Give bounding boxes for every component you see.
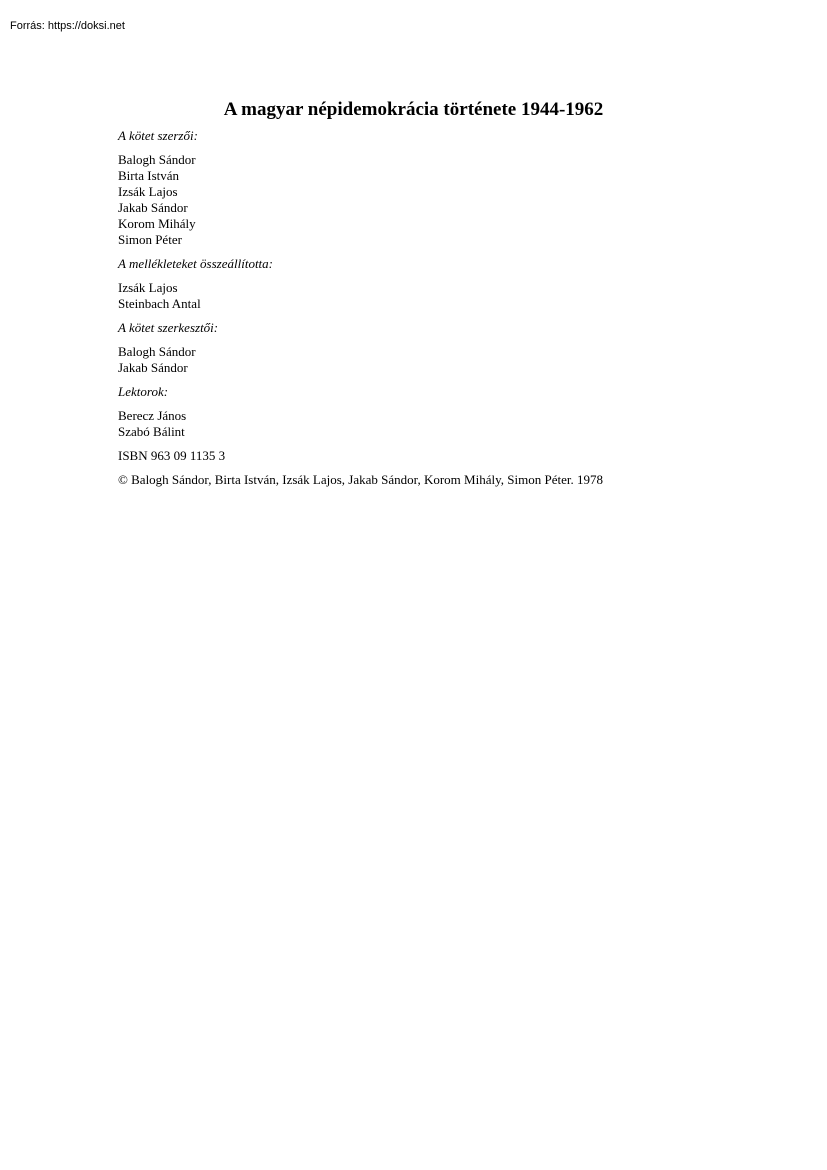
reviewers-section — [118, 384, 798, 440]
name-item: Steinbach Antal — [118, 296, 201, 311]
name-list — [118, 280, 798, 312]
source-label: Forrás: https://doksi.net — [10, 20, 125, 32]
section-heading: A kötet szerkesztői: — [118, 320, 219, 335]
name-item: Berecz János — [118, 408, 187, 423]
copyright-line: © Balogh Sándor, Birta István, Izsák Lajos, Jakab Sándor, Korom Mihály, Simon Péter. 1978 — [118, 472, 603, 487]
section-heading: Lektorok: — [118, 384, 169, 399]
name-list — [118, 408, 798, 440]
appendix-section — [118, 256, 798, 312]
name-list — [118, 152, 798, 248]
authors-section — [118, 128, 798, 248]
credits-block — [118, 128, 798, 496]
name-item: Jakab Sándor — [118, 360, 188, 375]
name-list — [118, 344, 798, 376]
section-heading: A mellékleteket összeállította: — [118, 256, 273, 271]
editors-section — [118, 320, 798, 376]
name-item: Birta István — [118, 168, 180, 183]
name-item: Simon Péter — [118, 232, 182, 247]
name-item: Izsák Lajos — [118, 280, 178, 295]
name-item: Szabó Bálint — [118, 424, 185, 439]
page-title: A magyar népidemokrácia története 1944-1962 — [223, 99, 604, 120]
name-item: Jakab Sándor — [118, 200, 188, 215]
isbn-line: ISBN 963 09 1135 3 — [118, 448, 226, 463]
name-item: Izsák Lajos — [118, 184, 178, 199]
section-heading: A kötet szerzői: — [118, 128, 198, 143]
name-item: Balogh Sándor — [118, 152, 196, 167]
name-item: Balogh Sándor — [118, 344, 196, 359]
name-item: Korom Mihály — [118, 216, 196, 231]
